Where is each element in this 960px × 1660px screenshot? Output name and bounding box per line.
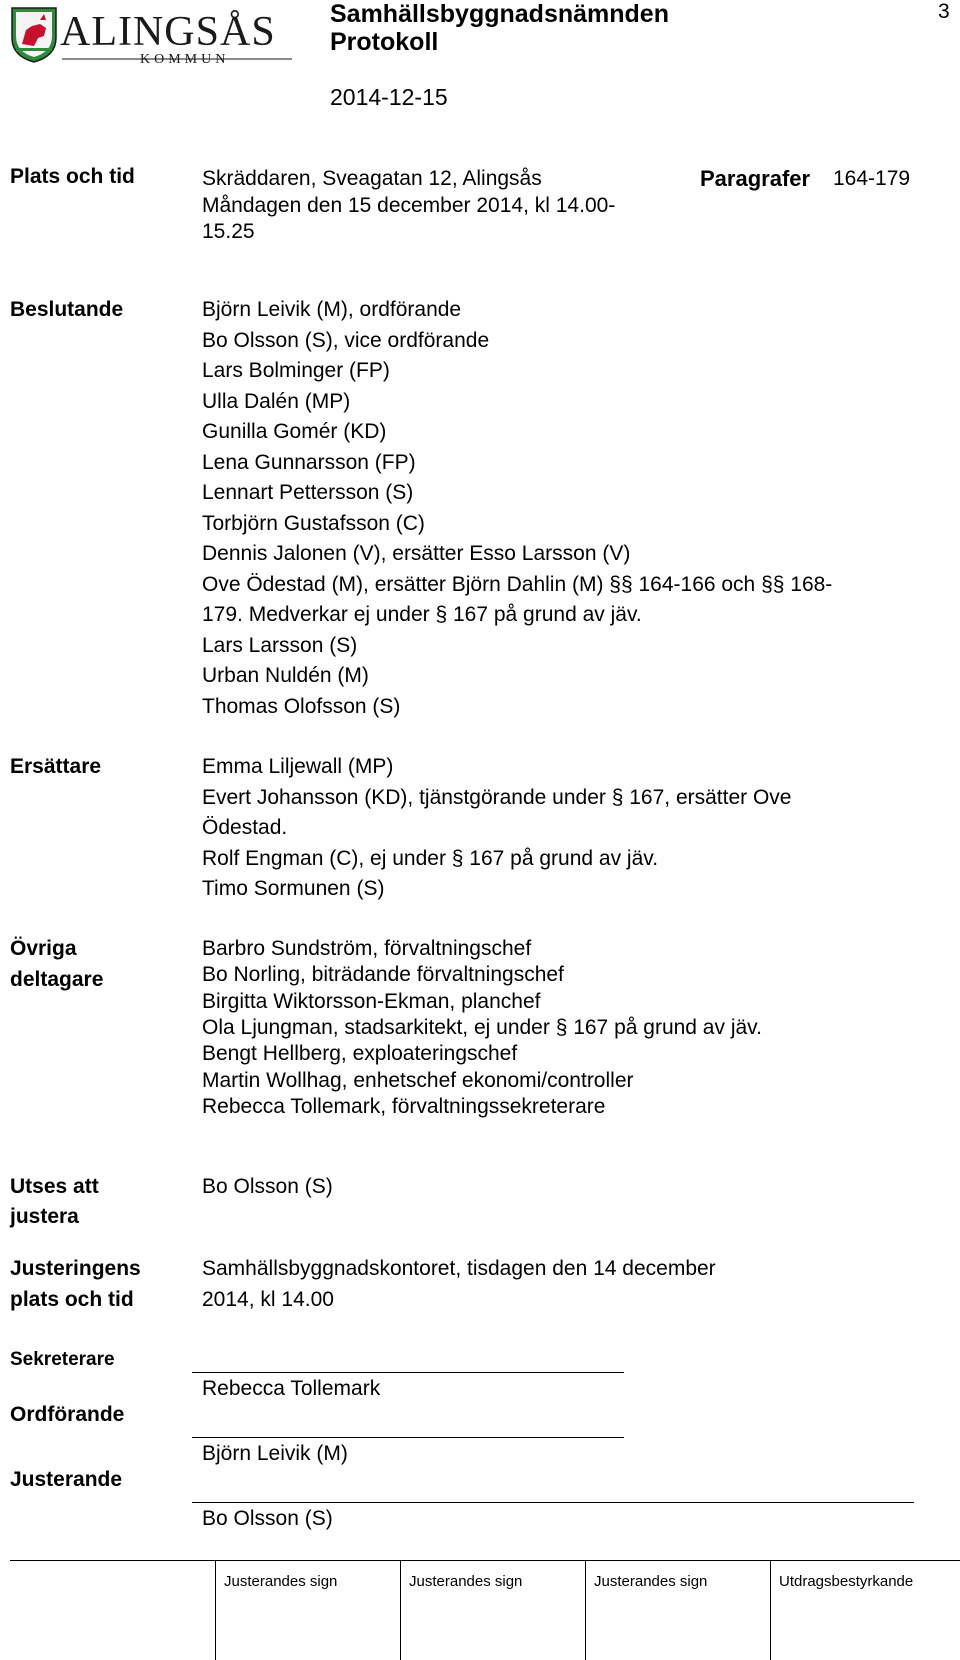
- list-item: Emma Liljewall (MP): [202, 755, 394, 778]
- alingsas-logo: [10, 6, 300, 68]
- list-item: Martin Wollhag, enhetschef ekonomi/controller: [202, 1068, 634, 1092]
- list-item: Urban Nuldén (M): [202, 664, 369, 687]
- logo-wordmark: ALINGSÅS: [60, 9, 276, 55]
- sign-cell-label: Utdragsbestyrkande: [779, 1573, 914, 1590]
- justera-label-2: justera: [10, 1205, 79, 1228]
- list-item: Gunilla Gomér (KD): [202, 420, 387, 443]
- plats-line-3: 15.25: [202, 220, 255, 243]
- list-item: Bo Norling, biträdande förvaltningschef: [202, 963, 564, 987]
- plats-line-2: Måndagen den 15 december 2014, kl 14.00-: [202, 194, 616, 217]
- sekreterare-label: Sekreterare: [10, 1349, 115, 1370]
- justering-value-1: Samhällsbyggnadskontoret, tisdagen den 14 december: [202, 1257, 716, 1280]
- sign-cell: [215, 1561, 401, 1660]
- org-name: Samhällsbyggnadsnämnden: [330, 0, 669, 28]
- list-item: Bo Olsson (S), vice ordförande: [202, 328, 490, 352]
- justerande-label: Justerande: [10, 1468, 123, 1491]
- list-item: Bengt Hellberg, exploateringschef: [202, 1042, 518, 1066]
- paragrafer-label: Paragrafer: [700, 166, 811, 191]
- justering-label-2: plats och tid: [10, 1288, 134, 1311]
- sign-cell: [585, 1561, 771, 1660]
- list-item: Rebecca Tollemark, förvaltningssekreterare: [202, 1094, 606, 1118]
- list-item: Torbjörn Gustafsson (C): [202, 511, 425, 535]
- ovriga-label-1: Övriga: [10, 937, 77, 960]
- list-item: Lars Bolminger (FP): [202, 359, 390, 382]
- sekreterare-name: Rebecca Tollemark: [202, 1377, 381, 1400]
- justering-value-2: 2014, kl 14.00: [202, 1288, 334, 1311]
- justerande-name: Bo Olsson (S): [202, 1507, 333, 1530]
- list-item: Birgitta Wiktorsson-Ekman, planchef: [202, 989, 541, 1013]
- sign-cell-label: Justerandes sign: [409, 1573, 523, 1590]
- list-item: 179. Medverkar ej under § 167 på grund av jäv.: [202, 603, 642, 626]
- sign-cell: [400, 1561, 586, 1660]
- ersattare-label: Ersättare: [10, 755, 102, 778]
- plats-label: Plats och tid: [10, 165, 135, 188]
- list-item: Ove Ödestad (M), ersätter Björn Dahlin (M) §§ 164-166 och §§ 168-: [202, 572, 833, 596]
- ordforande-name: Björn Leivik (M): [202, 1442, 348, 1465]
- list-item: Barbro Sundström, förvaltningschef: [202, 937, 532, 960]
- list-item: Dennis Jalonen (V), ersätter Esso Larsson (V): [202, 542, 631, 565]
- list-item: Ulla Dalén (MP): [202, 389, 351, 413]
- list-item: Lena Gunnarsson (FP): [202, 450, 416, 474]
- ordforande-signature-line: [192, 1437, 624, 1438]
- justerande-signature-line: [192, 1502, 914, 1503]
- doc-type: Protokoll: [330, 28, 439, 56]
- list-item: Ola Ljungman, stadsarkitekt, ej under § 167 på grund av jäv.: [202, 1015, 762, 1039]
- logo-subtitle: KOMMUN: [140, 52, 230, 67]
- sekreterare-signature-line: [192, 1372, 624, 1373]
- protocol-date: 2014-12-15: [330, 84, 448, 110]
- justering-label-1: Justeringens: [10, 1257, 141, 1280]
- justera-label-1: Utses att: [10, 1175, 99, 1198]
- sign-cell-label: Justerandes sign: [224, 1573, 338, 1590]
- sign-table: [10, 1560, 960, 1660]
- list-item: Evert Johansson (KD), tjänstgörande under § 167, ersätter Ove: [202, 785, 792, 809]
- list-item: Björn Leivik (M), ordförande: [202, 298, 462, 321]
- justera-value: Bo Olsson (S): [202, 1175, 333, 1198]
- sign-cell: [770, 1561, 960, 1660]
- page-number: 3: [938, 0, 950, 23]
- ovriga-label-2: deltagare: [10, 968, 104, 991]
- list-item: Lars Larsson (S): [202, 633, 358, 657]
- paragrafer-value: 164-179: [833, 167, 911, 190]
- beslutande-label: Beslutande: [10, 298, 124, 321]
- list-item: Timo Sormunen (S): [202, 877, 385, 900]
- sign-cell-label: Justerandes sign: [594, 1573, 708, 1590]
- coat-of-arms-icon: [10, 6, 58, 64]
- list-item: Ödestad.: [202, 816, 288, 839]
- list-item: Lennart Pettersson (S): [202, 481, 414, 504]
- list-item: Thomas Olofsson (S): [202, 694, 401, 718]
- list-item: Rolf Engman (C), ej under § 167 på grund av jäv.: [202, 846, 659, 870]
- ordforande-label: Ordförande: [10, 1403, 125, 1426]
- plats-line-1: Skräddaren, Sveagatan 12, Alingsås: [202, 167, 542, 190]
